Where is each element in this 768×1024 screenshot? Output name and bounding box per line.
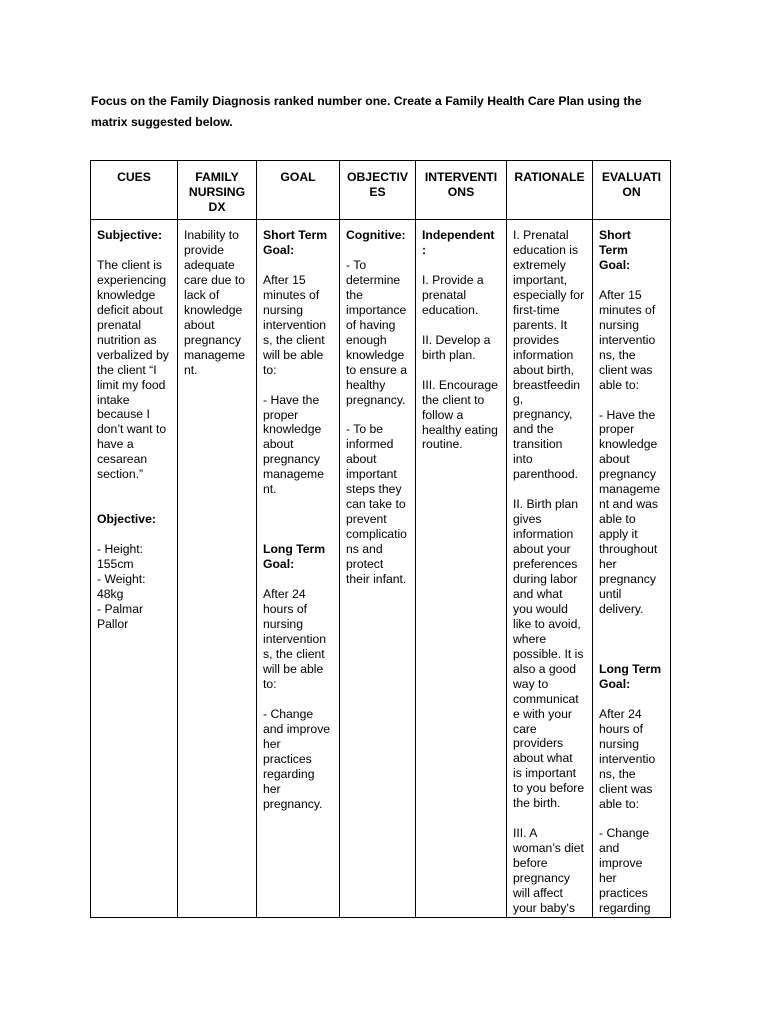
text-line: II. Birth plan <box>513 497 579 512</box>
text-line: is important <box>513 766 576 781</box>
text-line: practices <box>599 886 648 901</box>
text-line: importance <box>346 302 407 317</box>
text-line: will be able <box>263 347 324 362</box>
text-line: nt and was <box>599 497 658 512</box>
text-line: knowledge <box>346 347 405 362</box>
header-evaluation: EVALUATI ON <box>593 161 671 220</box>
text-line: ns, the <box>599 347 636 362</box>
text-line: nursing <box>263 617 303 632</box>
short-term-evaluation-label: Short Term Goal: <box>599 228 631 272</box>
text-line: enough <box>346 332 387 347</box>
text-line: education. <box>422 302 479 317</box>
short-term-evaluation-text <box>599 288 667 393</box>
text-line: parenthood. <box>513 467 579 482</box>
intervention-item <box>422 333 503 363</box>
text-line: to ensure a <box>346 362 407 377</box>
text-line: communicat <box>513 691 579 706</box>
text-line: pregnancy. <box>346 392 406 407</box>
text-line: you would <box>513 601 568 616</box>
text-line: of having <box>346 317 396 332</box>
text-line: manageme <box>599 482 660 497</box>
text-line: - To <box>346 257 367 272</box>
text-line: interventio <box>599 751 656 766</box>
intervention-item <box>422 378 503 453</box>
text-line: After 24 <box>263 587 306 602</box>
objective-label: Objective: <box>97 512 156 527</box>
text-line: I. Prenatal <box>513 228 569 242</box>
text-line: knowledge <box>263 422 322 437</box>
text-line: breastfeedin <box>513 377 581 392</box>
family-health-care-plan-table <box>90 160 671 918</box>
text-line: nt. <box>184 362 198 377</box>
header-rationale: RATIONALE <box>507 161 593 220</box>
text-line: - Have the <box>263 392 320 407</box>
text-line: their infant. <box>346 572 407 587</box>
text-line: extremely <box>513 257 566 272</box>
text-line: about what <box>513 751 573 766</box>
text-line: the client “I <box>97 362 157 377</box>
text-line: I. Provide a <box>422 272 484 287</box>
instruction-text <box>91 91 681 133</box>
text-line: to: <box>263 676 277 691</box>
cell-diagnosis <box>178 220 257 918</box>
text-line: providers <box>513 736 564 751</box>
instruction-line: matrix suggested below. <box>91 115 233 129</box>
text-line: birth plan. <box>422 347 476 362</box>
objective-item <box>346 258 412 408</box>
text-line: her <box>263 781 281 796</box>
text-line: preferences <box>513 557 578 572</box>
cell-evaluation <box>593 220 671 918</box>
cell-objectives <box>340 220 416 918</box>
text-line: nt. <box>263 482 277 497</box>
text-line: - To be <box>346 422 384 437</box>
text-line: - Change <box>599 826 650 841</box>
text-line: the <box>346 287 363 302</box>
header-family-nursing-dx: FAMILY NURSING DX <box>178 161 257 220</box>
text-line: woman’s diet <box>513 841 584 856</box>
text-line: about <box>346 452 377 467</box>
text-line: - Change <box>263 706 314 721</box>
text-line: manageme <box>184 347 245 362</box>
text-line: intake <box>97 392 130 407</box>
text-line: ns and <box>346 542 383 557</box>
text-line: parents. It <box>513 317 568 332</box>
text-line: prenatal <box>422 287 467 302</box>
text-line: After 15 <box>263 272 306 287</box>
text-line: proper <box>599 422 635 437</box>
text-line: before <box>513 856 548 871</box>
text-line: pregnancy <box>513 871 570 886</box>
text-line: III. A <box>513 826 538 841</box>
text-line: e with your <box>513 706 572 721</box>
text-line: intervention <box>263 632 327 647</box>
text-line: care <box>513 721 537 736</box>
text-line: will affect <box>513 886 563 901</box>
text-line: able to: <box>599 796 639 811</box>
text-line: 48kg <box>97 587 124 602</box>
text-line: healthy eating <box>422 422 498 437</box>
text-line: healthy <box>346 377 386 392</box>
text-line: provide <box>184 242 224 257</box>
objective-text <box>97 542 174 632</box>
text-line: about your <box>513 542 571 557</box>
text-line: regarding <box>599 901 651 916</box>
text-line: manageme <box>263 467 324 482</box>
text-line: important, <box>513 272 568 287</box>
text-line: will be able <box>263 661 324 676</box>
text-line: nursing <box>263 302 303 317</box>
header-objectives: OBJECTIV ES <box>340 161 416 220</box>
long-term-evaluation-item <box>599 826 667 916</box>
text-line: information <box>513 347 574 362</box>
text-line: also a good <box>513 661 577 676</box>
text-line: pregnancy. <box>263 796 323 811</box>
text-line: and what <box>513 586 563 601</box>
text-line: - Weight: <box>97 572 146 587</box>
text-line: steps they <box>346 482 402 497</box>
text-line: III. Encourage <box>422 377 498 392</box>
text-line: - Have the <box>599 407 656 422</box>
text-line: transition <box>513 437 563 452</box>
text-line: to you before <box>513 781 585 796</box>
text-line: prenatal <box>97 317 142 332</box>
text-line: limit my food <box>97 377 166 392</box>
text-line: pregnancy <box>599 572 656 587</box>
text-line: pregnancy <box>599 467 656 482</box>
text-line: lack of <box>184 287 220 302</box>
text-line: delivery. <box>599 601 644 616</box>
text-line: the client to <box>422 392 485 407</box>
text-line: II. Develop a <box>422 332 491 347</box>
text-line: protect <box>346 557 384 572</box>
text-line: Inability to <box>184 228 239 242</box>
text-line: until <box>599 586 622 601</box>
header-cues: CUES <box>91 161 178 220</box>
text-line: g, <box>513 392 524 407</box>
text-line: her <box>263 736 281 751</box>
text-line: 155cm <box>97 557 134 572</box>
cognitive-label: Cognitive: <box>346 228 406 242</box>
text-line: hours of <box>599 721 644 736</box>
text-line: provides <box>513 332 560 347</box>
long-term-goal-label: Long Term Goal: <box>263 542 326 572</box>
text-line: section.” <box>97 467 144 482</box>
text-line: pregnancy, <box>513 407 573 422</box>
text-line: knowledge <box>97 287 156 302</box>
text-line: After 24 <box>599 706 642 721</box>
text-line: s, the client <box>263 646 325 661</box>
text-line: because I <box>97 407 150 422</box>
objective-item <box>346 422 412 586</box>
cell-rationale <box>507 220 593 918</box>
text-line: improve <box>599 856 643 871</box>
text-line: practices <box>263 751 312 766</box>
text-line: nursing <box>599 736 639 751</box>
text-line: - Height: <box>97 542 144 557</box>
cell-goal <box>257 220 340 918</box>
text-line: pregnancy <box>263 452 320 467</box>
text-line: informed <box>346 437 394 452</box>
text-line: able to <box>599 512 636 527</box>
text-line: interventio <box>599 332 656 347</box>
long-term-evaluation-label: Long Term Goal: <box>599 661 662 691</box>
long-term-goal-item <box>263 707 336 812</box>
subjective-label: Subjective: <box>97 228 163 242</box>
text-line: ns, the <box>599 766 636 781</box>
diagnosis-text <box>184 228 253 378</box>
text-line: able to: <box>599 377 639 392</box>
text-line: information <box>513 527 574 542</box>
text-line: - Palmar <box>97 602 144 617</box>
text-line: into <box>513 452 533 467</box>
text-line: about <box>599 452 630 467</box>
text-line: After 15 <box>599 287 642 302</box>
header-row <box>91 161 671 220</box>
text-line: hours of <box>263 602 308 617</box>
text-line: deficit about <box>97 302 163 317</box>
text-line: like to avoid, <box>513 616 581 631</box>
text-line: prevent <box>346 512 387 527</box>
text-line: pregnancy <box>184 332 241 347</box>
text-line: knowledge <box>184 302 243 317</box>
content-row <box>91 220 671 918</box>
rationale-item <box>513 497 589 811</box>
rationale-item <box>513 826 589 916</box>
short-term-goal-text <box>263 273 336 378</box>
text-line: regarding <box>263 766 315 781</box>
text-line: gives <box>513 512 542 527</box>
text-line: and improve <box>263 721 331 736</box>
text-line: adequate <box>184 257 235 272</box>
text-line: her <box>599 871 617 886</box>
text-line: especially for <box>513 287 585 302</box>
text-line: her <box>599 557 617 572</box>
text-line: and the <box>513 422 554 437</box>
text-line: care due to <box>184 272 245 287</box>
text-line: nutrition as <box>97 332 157 347</box>
text-line: and <box>599 841 620 856</box>
text-line: experiencing <box>97 272 167 287</box>
short-term-goal-label: Short Term Goal: <box>263 228 328 257</box>
text-line: minutes of <box>599 302 656 317</box>
text-line: about <box>184 317 215 332</box>
text-line: Pallor <box>97 616 129 631</box>
text-line: follow a <box>422 407 464 422</box>
text-line: first-time <box>513 302 560 317</box>
text-line: about <box>263 437 294 452</box>
text-line: have a <box>97 437 134 452</box>
text-line: important <box>346 467 397 482</box>
cell-cues <box>91 220 178 918</box>
text-line: education is <box>513 242 579 257</box>
text-line: verbalized by <box>97 347 169 362</box>
text-line: possible. It is <box>513 646 584 661</box>
text-line: minutes of <box>263 287 320 302</box>
text-line: The client is <box>97 257 163 272</box>
text-line: way to <box>513 676 549 691</box>
short-term-evaluation-item <box>599 408 667 617</box>
cell-interventions <box>416 220 507 918</box>
text-line: routine. <box>422 437 463 452</box>
text-line: your baby's <box>513 900 575 915</box>
instruction-line: Focus on the Family Diagnosis ranked number one. Create a Family Health Care Plan using the <box>91 94 642 108</box>
text-line: determine <box>346 272 401 287</box>
header-interventions: INTERVENTI ONS <box>416 161 507 220</box>
text-line: nursing <box>599 317 639 332</box>
text-line: during labor <box>513 571 578 586</box>
text-line: complicatio <box>346 527 407 542</box>
text-line: where <box>513 631 547 646</box>
text-line: about birth, <box>513 362 574 377</box>
independent-label: Independent : <box>422 228 495 257</box>
short-term-goal-item <box>263 393 336 498</box>
text-line: throughout <box>599 542 658 557</box>
header-goal: GOAL <box>257 161 340 220</box>
text-line: client was <box>599 362 653 377</box>
text-line: apply it <box>599 527 638 542</box>
text-line: cesarean <box>97 452 148 467</box>
text-line: don’t want to <box>97 422 167 437</box>
text-line: client was <box>599 781 653 796</box>
subjective-text <box>97 258 174 482</box>
text-line: intervention <box>263 317 327 332</box>
text-line: proper <box>263 407 299 422</box>
intervention-item <box>422 273 503 318</box>
text-line: knowledge <box>599 437 658 452</box>
long-term-goal-text <box>263 587 336 692</box>
text-line: can take to <box>346 497 406 512</box>
text-line: s, the client <box>263 332 325 347</box>
text-line: to: <box>263 362 277 377</box>
long-term-evaluation-text <box>599 707 667 812</box>
rationale-item <box>513 228 589 482</box>
text-line: the birth. <box>513 796 561 811</box>
